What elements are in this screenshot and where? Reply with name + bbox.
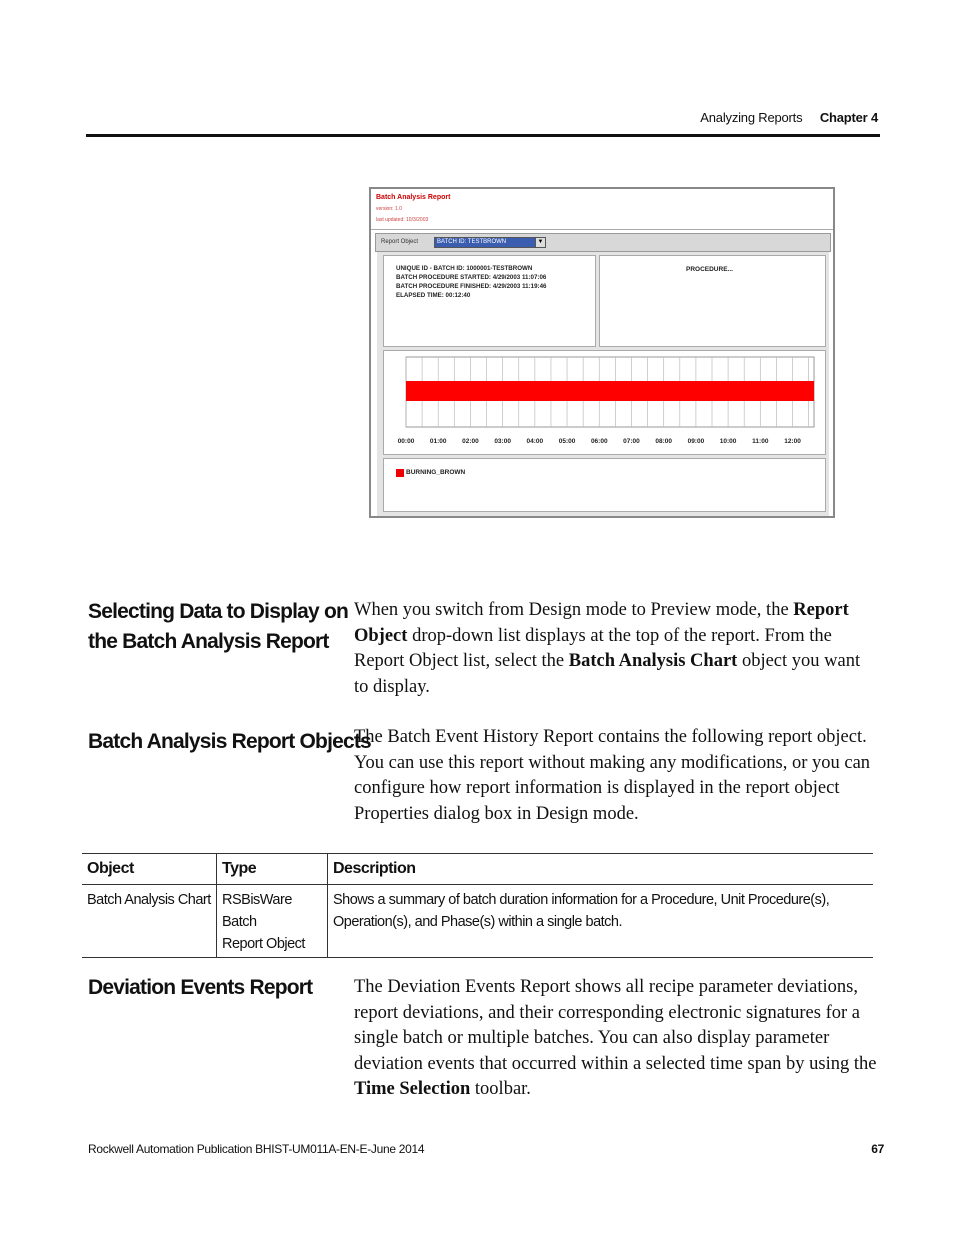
info-elapsed: ELAPSED TIME: 00:12:40: [396, 292, 471, 299]
info-started: BATCH PROCEDURE STARTED: 4/29/2003 11:07:06: [396, 274, 547, 281]
report-body: [377, 252, 829, 516]
table-row: [82, 885, 873, 958]
heading-selecting-data-line1: Selecting Data to Display on: [88, 600, 348, 623]
page-number: 67: [871, 1142, 884, 1156]
procedure-panel: [599, 255, 826, 347]
cell-description: [328, 885, 874, 958]
paragraph-selecting-data: [354, 598, 879, 700]
column-header-object: Object: [82, 854, 217, 885]
cell-type-line1: RSBisWare Batch: [222, 892, 292, 930]
report-object-dropdown[interactable]: [434, 237, 546, 248]
text-run: object you want to display.: [354, 651, 861, 697]
batch-info-panel: [383, 255, 596, 347]
info-finished: BATCH PROCEDURE FINISHED: 4/29/2003 11:19:46: [396, 283, 547, 290]
report-objects-table: [82, 853, 873, 958]
chart-tick-label: 08:00: [655, 438, 672, 445]
text-run: toolbar.: [470, 1079, 531, 1100]
chevron-down-icon[interactable]: ▼: [535, 238, 545, 247]
footer-publication: Rockwell Automation Publication BHIST-UM011A-EN-E-June 2014: [88, 1142, 425, 1156]
figure-version: version: 1.0: [376, 206, 402, 212]
chart-bar-burning-brown: [406, 381, 814, 401]
header-rule: [86, 134, 880, 137]
text-run: When you switch from Design mode to Preview mode, the: [354, 600, 794, 620]
text-run: drop-down list displays at the top of the report. From the Report Object list, select the: [354, 625, 832, 672]
report-object-label: Report Object: [381, 239, 419, 245]
batch-timeline-chart-panel: [383, 350, 826, 455]
legend-label-burning-brown: BURNING_BROWN: [406, 469, 466, 476]
running-header: [700, 110, 878, 125]
chart-tick-label: 03:00: [494, 438, 511, 445]
bold-batch-analysis-chart: Batch Analysis Chart: [568, 651, 738, 672]
chart-tick-label: 09:00: [687, 438, 705, 445]
cell-type-line2: Report Object: [222, 936, 305, 952]
chart-tick-label: 11:00: [752, 438, 769, 445]
column-header-description: Description: [328, 854, 874, 885]
chart-tick-label: 05:00: [558, 438, 576, 445]
table-header-row: [82, 854, 873, 885]
cell-object: Batch Analysis Chart: [82, 885, 217, 958]
header-chapter: Chapter 4: [819, 110, 878, 125]
cell-description-line1: Shows a summary of batch duration information for a Procedure, Unit Procedure(s),: [333, 892, 830, 908]
batch-analysis-report-figure: [369, 187, 835, 518]
chart-tick-label: 02:00: [462, 438, 479, 445]
heading-deviation-events: Deviation Events Report: [88, 976, 313, 999]
figure-last-updated: last updated: 10/3/2003: [376, 217, 429, 223]
cell-description-line2: Operation(s), and Phase(s) within a single batch.: [333, 914, 623, 930]
column-header-type: Type: [217, 854, 328, 885]
chart-tick-label: 10:00: [719, 438, 737, 445]
info-unique-id: UNIQUE ID - BATCH ID: 1000001-TESTBROWN: [396, 265, 533, 272]
batch-timeline-chart: [384, 351, 825, 454]
report-object-toolbar: [375, 233, 831, 252]
heading-selecting-data-line2: the Batch Analysis Report: [88, 630, 329, 653]
cell-type: [217, 885, 328, 958]
paragraph-report-objects: The Batch Event History Report contains the following report object. You can use this report without making any modifications, or you can configure how report information is displayed in the report object Properties dialog box in Design mode.: [354, 727, 871, 824]
legend-swatch-burning-brown: [396, 469, 404, 477]
chart-tick-label: 12:00: [784, 438, 801, 445]
chart-legend-panel: [383, 458, 826, 512]
heading-report-objects: Batch Analysis Report Objects: [88, 730, 371, 753]
chart-tick-label: 06:00: [590, 438, 608, 445]
procedure-label: PROCEDURE...: [686, 266, 733, 273]
header-section: Analyzing Reports: [700, 110, 803, 125]
chart-tick-label: 04:00: [526, 438, 544, 445]
chart-tick-label: 07:00: [623, 438, 640, 445]
report-object-value: BATCH ID: TESTBROWN: [437, 239, 507, 245]
chart-tick-label: 01:00: [429, 438, 447, 445]
bold-report-object: Report Object: [354, 600, 849, 646]
paragraph-deviation-events: [354, 975, 879, 1103]
chart-tick-label: 00:00: [397, 438, 415, 445]
heading-selecting-data: [88, 597, 348, 657]
text-run: The Deviation Events Report shows all recipe parameter deviations, report deviations, and their corresponding electronic signatures for a single batch or multiple batches. You can also display parameter deviation events that occurred within a selected time span by using the: [354, 977, 877, 1074]
figure-separator: [371, 229, 833, 230]
figure-report-title: Batch Analysis Report: [376, 194, 451, 201]
bold-time-selection: Time Selection: [354, 1079, 471, 1100]
